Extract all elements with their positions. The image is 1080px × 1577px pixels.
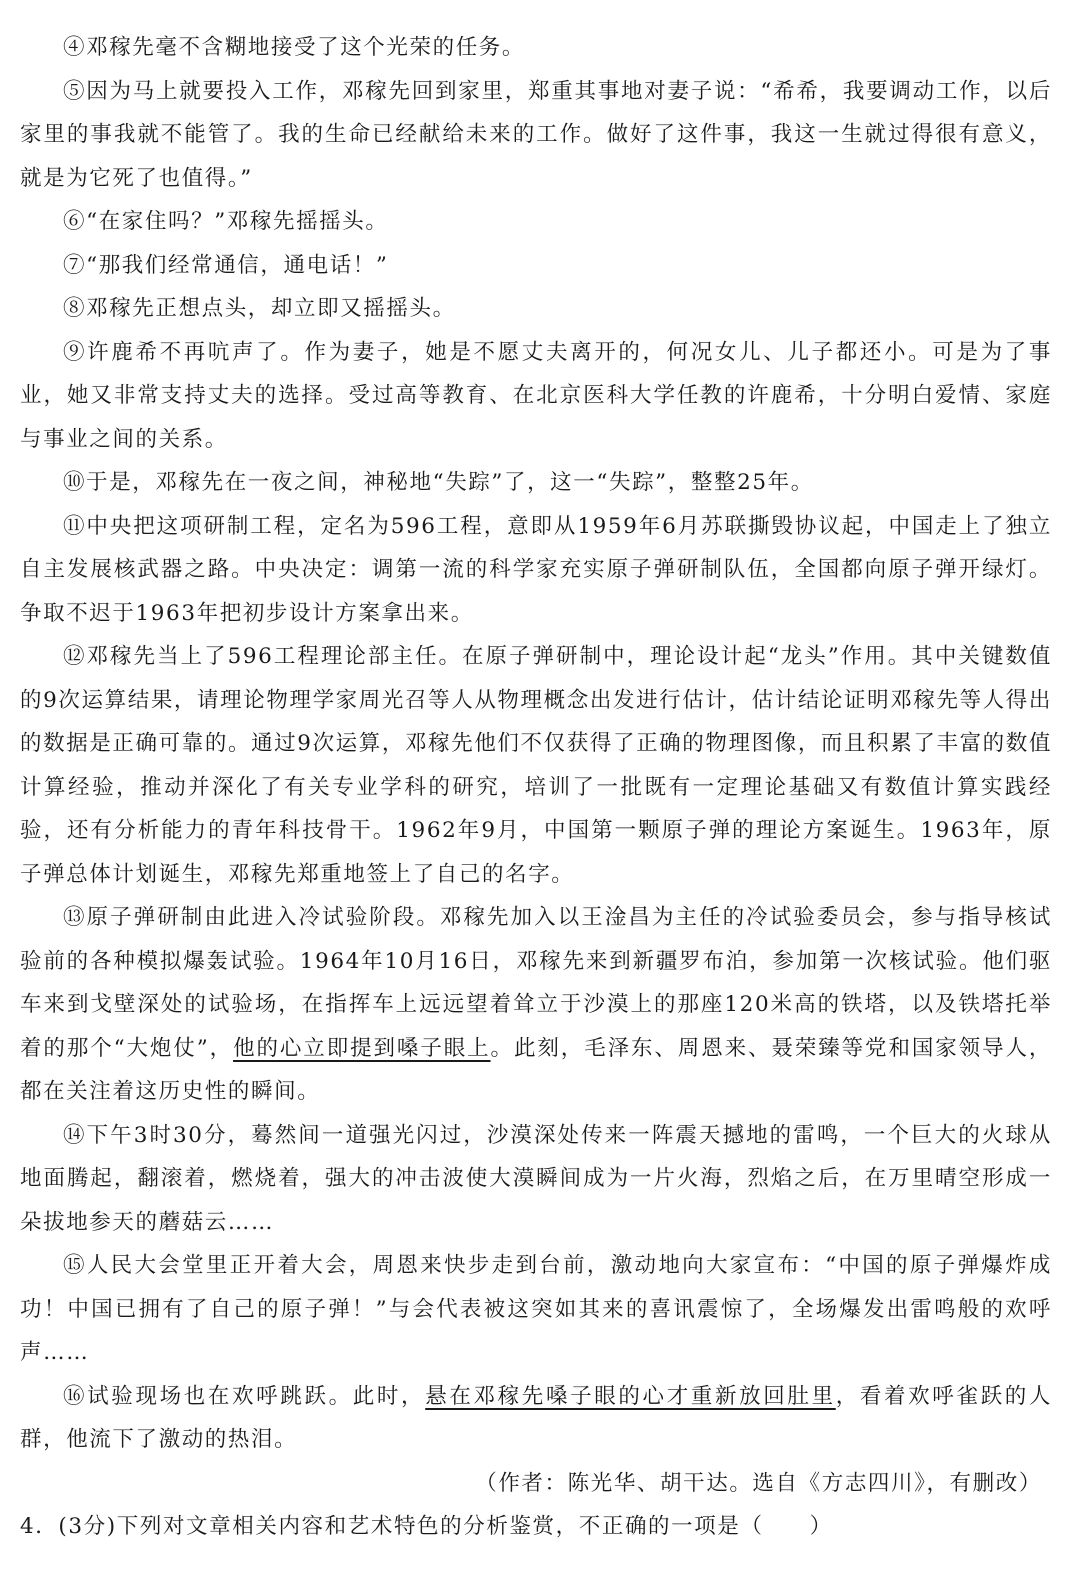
paragraph-11 [20,505,1052,636]
paragraph-7 [20,244,1052,288]
paragraph-text: ④邓稼先毫不含糊地接受了这个光荣的任务。 [63,35,526,60]
paragraph-14 [20,1114,1052,1245]
paragraph-13 [20,896,1052,1114]
paragraph-text: ⑧邓稼先正想点头，却立即又摇摇头。 [63,296,456,321]
paragraph-text: ⑯试验现场也在欢呼跳跃。此时， [63,1383,426,1409]
paragraph-5 [20,70,1052,201]
source-citation: （作者：陈光华、胡干达。选自《方志四川》，有删改） [475,1470,1042,1496]
underlined-sentence: 悬在邓稼先嗓子眼的心才重新放回肚里 [425,1383,836,1409]
paragraph-text: ⑭下午3时30分，蓦然间一道强光闪过，沙漠深处传来一阵震天撼地的雷鸣，一个巨大的火球从地面腾起，翻滚着，燃烧着，强大的冲击波使大漠瞬间成为一片火海，烈焰之后，在万里晴空形成一朵拔地参天的蘑菇云…… [20,1122,1052,1235]
question-4 [20,1505,1052,1549]
paragraph-text: ⑦“那我们经常通信，通电话！” [63,252,389,278]
paragraph-text: ⑩于是，邓稼先在一夜之间，神秘地“失踪”了，这一“失踪”，整整25年。 [63,470,814,495]
question-points: (3分) [58,1514,117,1539]
paragraph-text: ⑪中央把这项研制工程，定名为596工程，意即从1959年6月苏联撕毁协议起，中国走上了独立自主发展核武器之路。中央决定：调第一流的科学家充实原子弹研制队伍，全国都向原子弹开绿灯。争取不迟于1963年把初步设计方案拿出来。 [20,513,1052,626]
paragraph-text: ，看着欢呼雀跃的人群，他流下了激动的热泪。 [20,1383,1052,1452]
paragraph-15 [20,1244,1052,1375]
question-text: 下列对文章相关内容和艺术特色的分析鉴赏，不正确的一项是（ [116,1514,764,1539]
paragraph-text: ⑥“在家住吗？”邓稼先摇摇头。 [63,209,389,234]
paragraph-text: ⑤因为马上就要投入工作，邓稼先回到家里，郑重其事地对妻子说：“希希，我要调动工作，以后家里的事我就不能管了。我的生命已经献给未来的工作。做好了这件事，我这一生就过得很有意义，就是为它死了也值得。” [20,78,1052,191]
paragraph-4 [20,26,1052,70]
question-close-paren: ） [809,1514,833,1539]
paragraph-8 [20,287,1052,331]
paragraph-12 [20,635,1052,896]
question-number: 4． [20,1514,59,1539]
paragraph-text: ⑫邓稼先当上了596工程理论部主任。在原子弹研制中，理论设计起“龙头”作用。其中关键数值的9次运算结果，请理论物理学家周光召等人从物理概念出发进行估计，估计结论证明邓稼先等人得出的数据是正确可靠的。通过9次运算，邓稼先他们不仅获得了正确的物理图像，而且积累了丰富的数值计算经验，推动并深化了有关专业学科的研究，培训了一批既有一定理论基础又有数值计算实践经验，还有分析能力的青年科技骨干。1962年9月，中国第一颗原子弹的理论方案诞生。1963年，原子弹总体计划诞生，邓稼先郑重地签上了自己的名字。 [20,644,1052,887]
underlined-sentence: 他的心立即提到嗓子眼上 [233,1035,491,1061]
paragraph-16 [20,1375,1052,1462]
paragraph-text: ⑮人民大会堂里正开着大会，周恩来快步走到台前，激动地向大家宣布：“中国的原子弹爆炸成功！中国已拥有了自己的原子弹！”与会代表被这突如其来的喜讯震惊了，全场爆发出雷鸣般的欢呼声…… [20,1253,1052,1365]
paragraph-10 [20,461,1052,505]
paragraph-9 [20,331,1052,462]
paragraph-text: ⑨许鹿希不再吭声了。作为妻子，她是不愿丈夫离开的，何况女儿、儿子都还小。可是为了事业，她又非常支持丈夫的选择。受过高等教育、在北京医科大学任教的许鹿希，十分明白爱情、家庭与事业之间的关系。 [20,339,1052,452]
paragraph-text: 。此刻，毛泽东、周恩来、聂荣臻等党和国家领导人，都在关注着这历史性的瞬间。 [20,1035,1053,1104]
paragraph-6 [20,200,1052,244]
paragraph-text: ⑬原子弹研制由此进入冷试验阶段。邓稼先加入以王淦昌为主任的冷试验委员会，参与指导核试验前的各种模拟爆轰试验。1964年10月16日，邓稼先来到新疆罗布泊，参加第一次核试验。他们驱车来到戈壁深处的试验场，在指挥车上远远望着耸立于沙漠上的那座120米高的铁塔，以及铁塔托举着的那个“大炮仗”， [20,905,1052,1061]
